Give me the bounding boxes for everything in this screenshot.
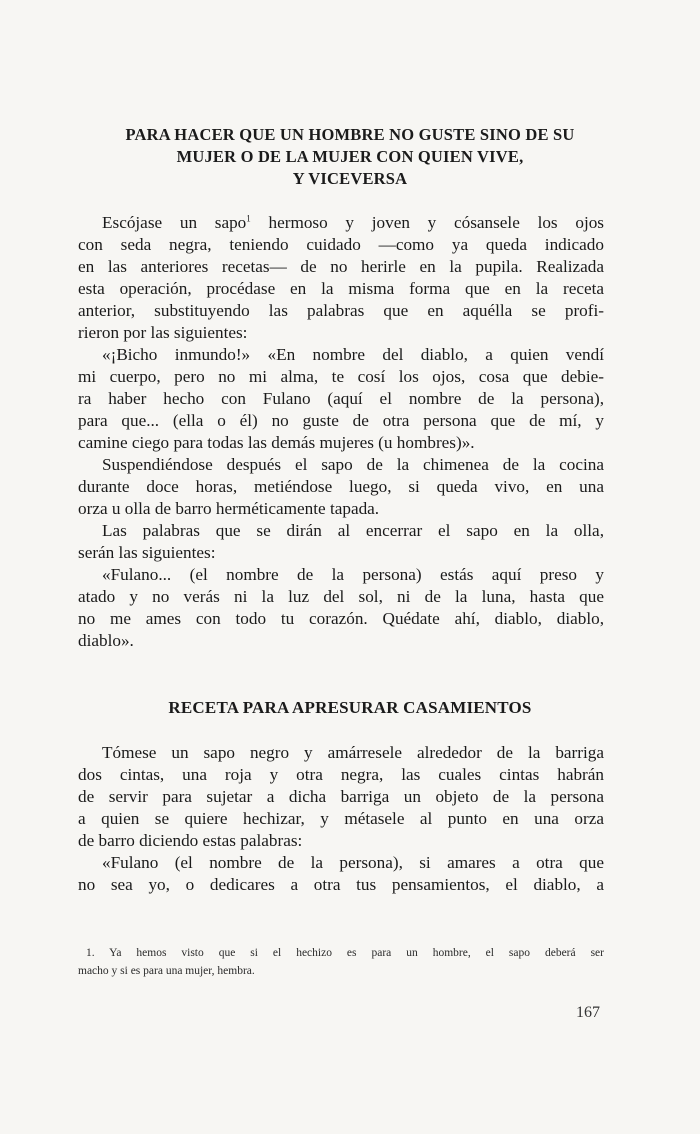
text-line: Las palabras que se dirán al encerrar el sapo en la olla, — [102, 521, 604, 540]
text-line: mi cuerpo, pero no mi alma, te cosí los ojos, cosa que debie- — [78, 367, 604, 386]
text-line: a quien se quiere hechizar, y métasele al punto en una orza — [78, 809, 604, 828]
text-line: dos cintas, una roja y otra negra, las cuales cintas habrán — [78, 765, 604, 784]
text-line — [78, 212, 604, 234]
footnote-line: 1. Ya hemos visto que si el hechizo es para un hombre, el sapo deberá ser — [86, 947, 604, 959]
recipe-title-line: Y VICEVERSA — [292, 169, 408, 188]
text-line: atado y no verás ni la luz del sol, ni de la luna, hasta que — [78, 587, 604, 606]
recipe-title-line: PARA HACER QUE UN HOMBRE NO GUSTE SINO DE SU — [125, 125, 575, 144]
text-line: no sea yo, o dedicares a otra tus pensamientos, el diablo, a — [78, 875, 604, 894]
text-line: orza u olla de barro herméticamente tapada. — [78, 499, 380, 518]
text-line: rieron por las siguientes: — [78, 323, 248, 342]
text-line: «Fulano (el nombre de la persona), si amares a otra que — [102, 853, 604, 872]
text-line: «Fulano... (el nombre de la persona) estás aquí preso y — [102, 565, 604, 584]
recipe-body — [78, 212, 604, 652]
text-line: de barro diciendo estas palabras: — [78, 831, 303, 850]
text-line: anterior, substituyendo las palabras que en aquélla se profi- — [78, 301, 604, 320]
text-line: durante doce horas, metiéndose luego, si queda vivo, en una — [78, 477, 604, 496]
text-line: de servir para sujetar a dicha barriga un objeto de la persona — [78, 787, 604, 806]
text-line: esta operación, procédase en la misma forma que en la receta — [78, 279, 604, 298]
text-line: en las anteriores recetas— de no herirle en la pupila. Realizada — [78, 257, 604, 276]
footnote-marker: 1 — [246, 213, 251, 224]
text-line: Suspendiéndose después el sapo de la chimenea de la cocina — [102, 455, 604, 474]
text-line: diablo». — [78, 631, 134, 650]
section-title: RECETA PARA APRESURAR CASAMIENTOS — [168, 698, 532, 717]
text-line: serán las siguientes: — [78, 543, 216, 562]
text-line: con seda negra, teniendo cuidado —como ya queda indicado — [78, 235, 604, 254]
text-line: camine ciego para todas las demás mujeres (u hombres)». — [78, 433, 475, 452]
text-line: «¡Bicho inmundo!» «En nombre del diablo, a quien vendí — [102, 345, 604, 364]
recipe-title-line: MUJER O DE LA MUJER CON QUIEN VIVE, — [176, 147, 524, 166]
page-number: 167 — [576, 1004, 600, 1021]
text-line: Tómese un sapo negro y amárresele alrededor de la barriga — [102, 743, 604, 762]
recipe-body — [78, 742, 604, 896]
text-line: ra haber hecho con Fulano (aquí el nombre de la persona), — [78, 389, 604, 408]
recipe-title — [60, 124, 640, 190]
text-fragment: hermoso y joven y cósansele los ojos — [268, 213, 604, 232]
footnote-line: macho y si es para una mujer, hembra. — [78, 965, 255, 977]
text-line: para que... (ella o él) no guste de otra persona que de mí, y — [78, 411, 604, 430]
text-line: no me ames con todo tu corazón. Quédate ahí, diablo, diablo, — [78, 609, 604, 628]
footnote — [78, 944, 604, 980]
text-fragment: Escójase un sapo — [102, 213, 247, 232]
